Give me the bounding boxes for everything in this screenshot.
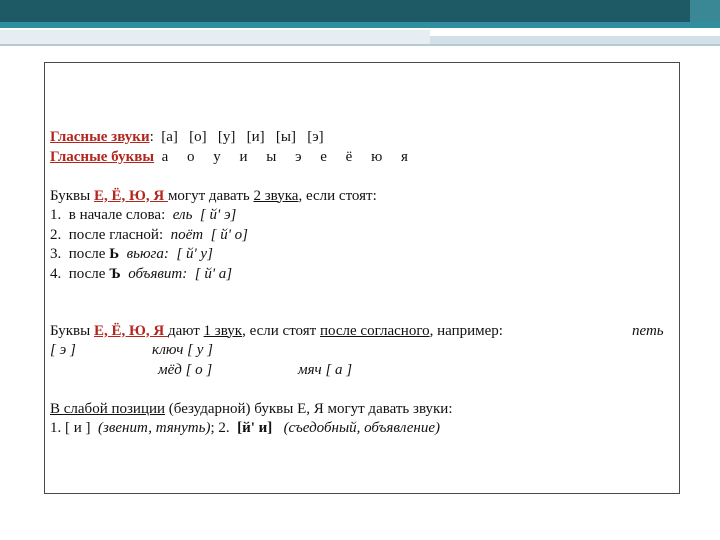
item-text: после <box>68 246 110 262</box>
two-sounds-end: , если стоят: <box>298 187 377 204</box>
vowel-sounds-line <box>50 128 680 148</box>
top-band-dark <box>0 0 720 22</box>
two-sounds-item-1 <box>50 206 680 226</box>
item-number: 2. <box>50 226 62 243</box>
slide-content <box>50 128 680 439</box>
soft-sign: Ь <box>109 246 120 262</box>
top-decor-band <box>0 0 720 28</box>
item-text: после <box>68 265 110 282</box>
item-example: вьюга: [ й' у] <box>126 246 213 262</box>
item-text: в начале слова: <box>68 207 166 223</box>
item-example: поёт [ й' о] <box>170 226 248 243</box>
one-sound-mid2: , если стоят <box>242 322 320 339</box>
one-sound-end: , например: <box>429 322 503 339</box>
vowel-sounds-list: [а] [о] [у] [и] [ы] [э] <box>161 129 324 145</box>
two-sounds-mid: могут давать <box>167 187 254 204</box>
weak-example-1: (звенит, тянуть) <box>98 420 211 436</box>
weak-position-intro <box>50 400 680 420</box>
vowel-letters-line <box>50 148 680 168</box>
example-klyuch: ключ [ у ] <box>152 342 213 358</box>
item-number: 4. <box>50 265 62 282</box>
one-sound-examples-2 <box>50 361 680 381</box>
two-sounds-count: 2 звука <box>253 187 299 204</box>
spacer <box>50 167 680 187</box>
weak-example-2: (съедобный, объявление) <box>283 420 441 436</box>
two-sounds-start: Буквы <box>50 187 94 204</box>
one-sound-examples-1 <box>50 341 680 361</box>
weak-separator: ; 2. <box>210 420 230 436</box>
weak-position-label: В слабой позиции <box>50 400 166 417</box>
item-example: объявит: [ й' а] <box>128 265 233 282</box>
two-sounds-item-2 <box>50 226 680 246</box>
item-number: 1. <box>50 207 62 223</box>
vowel-letters-label: Гласные буквы <box>50 148 155 165</box>
one-sound-mid: дают <box>167 322 204 339</box>
item-number: 3. <box>50 246 62 262</box>
spacer <box>50 284 680 304</box>
two-sounds-letters: Е, Ё, Ю, Я <box>93 187 168 204</box>
two-sounds-intro <box>50 187 680 207</box>
top-band-light-left <box>0 30 430 44</box>
weak-sound-1: 1. [ и ] <box>50 420 91 436</box>
example-myach: мяч [ а ] <box>298 361 353 378</box>
top-band-line <box>0 44 720 46</box>
one-sound-intro <box>50 322 680 342</box>
spacer <box>50 380 680 400</box>
two-sounds-item-4 <box>50 265 680 285</box>
example-myod: мёд [ о ] <box>158 361 213 378</box>
top-band-corner <box>690 0 720 22</box>
one-sound-count: 1 звук <box>203 322 243 339</box>
item-example: ель [ й' э] <box>172 207 237 223</box>
example-pet: петь <box>632 322 664 339</box>
vowel-sounds-label: Гласные звуки <box>50 129 150 145</box>
top-band-accent <box>0 22 720 28</box>
example-pet-transcription: [ э ] <box>50 342 76 358</box>
spacer <box>50 304 680 322</box>
one-sound-letters: Е, Ё, Ю, Я <box>93 322 168 339</box>
weak-position-examples <box>50 419 680 439</box>
weak-position-text: (безударной) буквы Е, Я могут давать звуки: <box>165 400 453 417</box>
item-text: после гласной: <box>68 226 164 243</box>
one-sound-condition: после согласного <box>319 322 430 339</box>
vowel-sounds-colon: : <box>149 129 154 145</box>
hard-sign: Ъ <box>109 265 121 282</box>
vowel-letters-list: а о у и ы э е ё ю я <box>161 148 408 165</box>
one-sound-start: Буквы <box>50 322 94 339</box>
weak-sound-2: [й' и] <box>237 420 273 436</box>
two-sounds-item-3 <box>50 245 680 265</box>
